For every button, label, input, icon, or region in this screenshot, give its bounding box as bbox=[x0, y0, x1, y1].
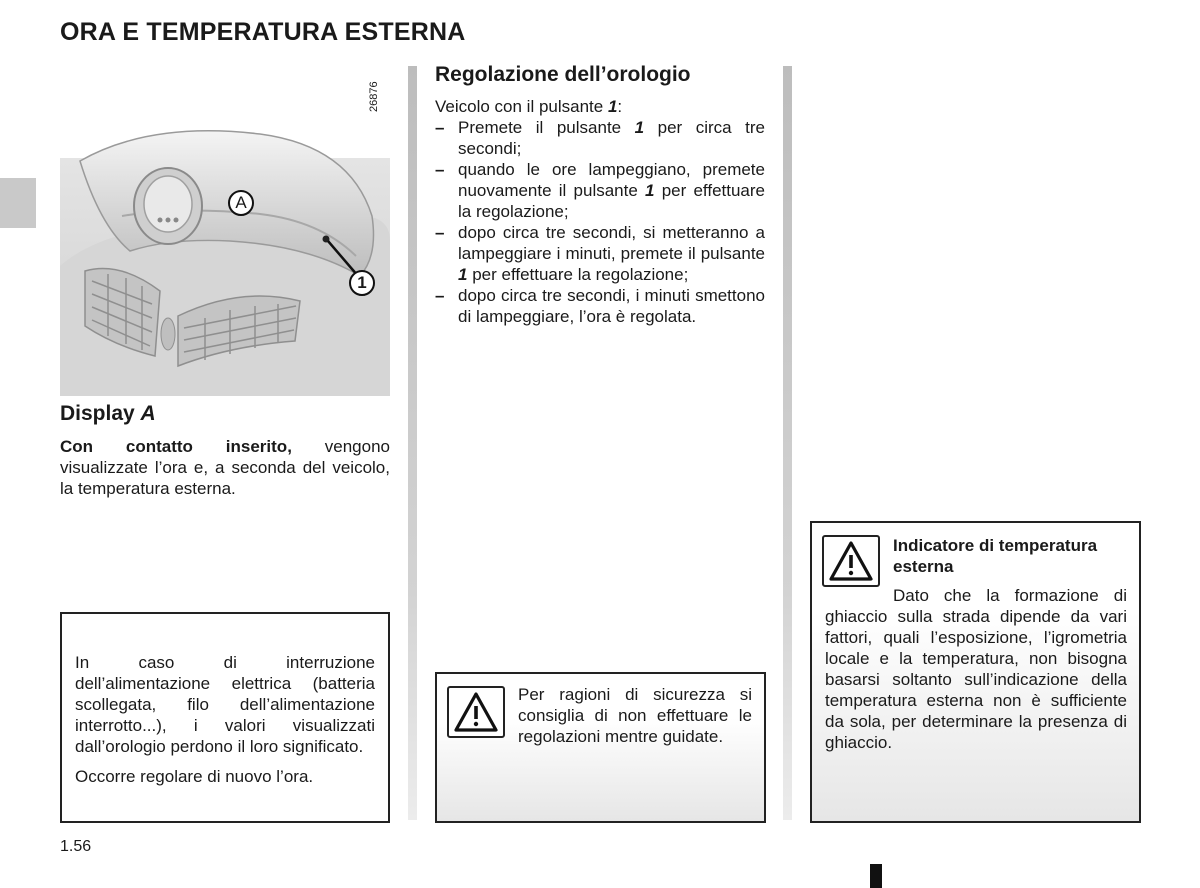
warning-triangle-icon bbox=[822, 535, 880, 587]
safety-warning-box bbox=[435, 672, 766, 823]
step-item: – dopo circa tre secondi, si metteranno a lampeggiare i minuti, premete il pulsante 1 per effettuare la regolazione; bbox=[435, 222, 765, 285]
dashboard-illustration bbox=[60, 66, 390, 396]
warning-triangle-icon bbox=[447, 686, 505, 738]
clock-heading: Regolazione dell’orologio bbox=[435, 63, 691, 86]
callout-label-1: 1 bbox=[357, 273, 367, 292]
step-item: – dopo circa tre secondi, i minuti smettono di lampeggiare, l’ora è regolata. bbox=[435, 285, 765, 327]
column-divider bbox=[783, 66, 792, 820]
page-edge-mark bbox=[870, 864, 882, 888]
chapter-tab bbox=[0, 178, 36, 228]
temperature-warning-box bbox=[810, 521, 1141, 823]
page-title: ORA E TEMPERATURA ESTERNA bbox=[60, 18, 466, 46]
clock-intro: Veicolo con il pulsante 1: bbox=[435, 97, 623, 116]
step-item: – Premete il pulsante 1 per circa tre secondi; bbox=[435, 117, 765, 159]
safety-text: Per ragioni di sicurezza si consiglia di non effettuare le regolazioni mentre guidate. bbox=[518, 685, 752, 746]
figure-code: 26876 bbox=[368, 81, 380, 112]
column-divider bbox=[408, 66, 417, 820]
temperature-text: Dato che la formazione di ghiaccio sulla strada dipende da vari fattori, quali l’esposizione, l’igrometria locale e la temperatura, non bisogna basarsi soltanto sull’indicazione della temperatura esterna non è sufficiente da sola, per determinare la presenza di ghiaccio. bbox=[825, 586, 1127, 752]
display-paragraph: Con contatto inserito, vengono visualizzate l’ora e, a seconda del veicolo, la temperatura esterna. bbox=[60, 437, 390, 498]
power-interruption-note bbox=[60, 612, 390, 823]
page-number: 1.56 bbox=[60, 838, 92, 855]
temperature-title: Indicatore di temperatura esterna bbox=[893, 536, 1098, 576]
clock-steps bbox=[435, 117, 765, 327]
display-heading: Display A bbox=[60, 402, 156, 425]
callout-label-a: A bbox=[235, 193, 247, 212]
note-paragraph: In caso di interruzione dell’alimentazione elettrica (batteria scollegata, filo dell’alimentazione interrotto...), i valori visualizzati dall’orologio perdono il loro significato. bbox=[75, 653, 375, 756]
step-item: – quando le ore lampeggiano, premete nuovamente il pulsante 1 per effettuare la regolazione; bbox=[435, 159, 765, 222]
note-paragraph: Occorre regolare di nuovo l’ora. bbox=[75, 767, 314, 786]
